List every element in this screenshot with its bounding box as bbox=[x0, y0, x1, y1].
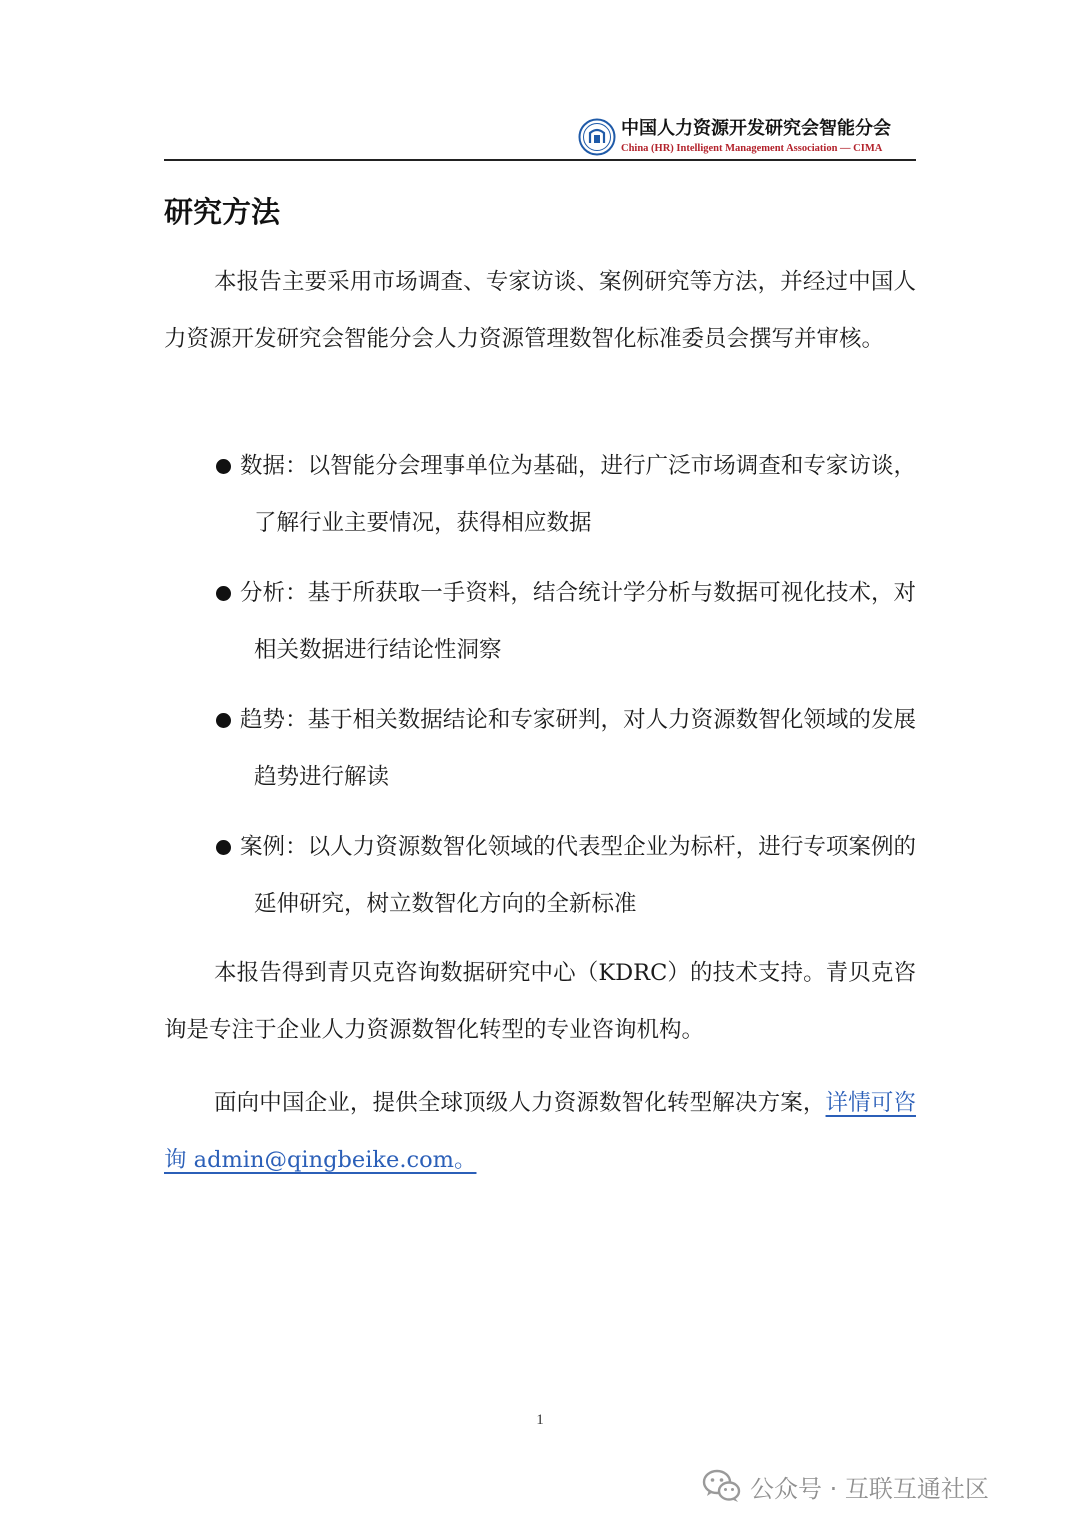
watermark bbox=[702, 1466, 989, 1506]
bullet-dot-icon bbox=[216, 459, 231, 474]
watermark-text: 公众号 · 互联互通社区 bbox=[750, 1474, 989, 1503]
bullet-dot-icon bbox=[216, 713, 231, 728]
bullet-dot-icon bbox=[216, 840, 231, 855]
page-number: 1 bbox=[536, 1412, 544, 1428]
header-divider bbox=[164, 159, 916, 161]
intro-paragraph: 本报告主要采用市场调查、专家访谈、案例研究等方法，并经过中国人力资源开发研究会智能分会人力资源管理数智化标准委员会撰写并审核。 bbox=[164, 269, 916, 352]
bullet-item-case bbox=[216, 819, 916, 933]
bullet-item-data bbox=[216, 438, 916, 552]
closing-text: 面向中国企业，提供全球顶级人力资源数智化转型解决方案， bbox=[214, 1090, 826, 1116]
org-name-cn: 中国人力资源开发研究会智能分会 bbox=[621, 118, 891, 139]
contact-email-link[interactable]: 详情可咨询 admin@qingbeike.com。 bbox=[164, 1090, 916, 1173]
cima-logo-icon bbox=[578, 118, 616, 156]
bullet-text: 分析：基于所获取一手资料，结合统计学分析与数据可视化技术，对相关数据进行结论性洞察 bbox=[240, 580, 916, 663]
page-header bbox=[164, 112, 916, 162]
closing-paragraph bbox=[164, 1075, 916, 1189]
section-title: 研究方法 bbox=[164, 195, 281, 229]
wechat-icon bbox=[702, 1468, 742, 1504]
bullet-text: 趋势：基于相关数据结论和专家研判，对人力资源数智化领域的发展趋势进行解读 bbox=[240, 707, 916, 790]
bullet-dot-icon bbox=[216, 586, 231, 601]
bullet-item-trend bbox=[216, 692, 916, 806]
bullet-item-analysis bbox=[216, 565, 916, 679]
org-name-en: China (HR) Intelligent Management Association — CIMA bbox=[621, 143, 883, 154]
bullet-text: 数据：以智能分会理事单位为基础，进行广泛市场调查和专家访谈，了解行业主要情况，获得相应数据 bbox=[240, 453, 916, 536]
bullet-text: 案例：以人力资源数智化领域的代表型企业为标杆，进行专项案例的延伸研究，树立数智化方向的全新标准 bbox=[240, 834, 916, 917]
support-paragraph: 本报告得到青贝克咨询数据研究中心（KDRC）的技术支持。青贝克咨询是专注于企业人力资源数智化转型的专业咨询机构。 bbox=[164, 960, 916, 1043]
